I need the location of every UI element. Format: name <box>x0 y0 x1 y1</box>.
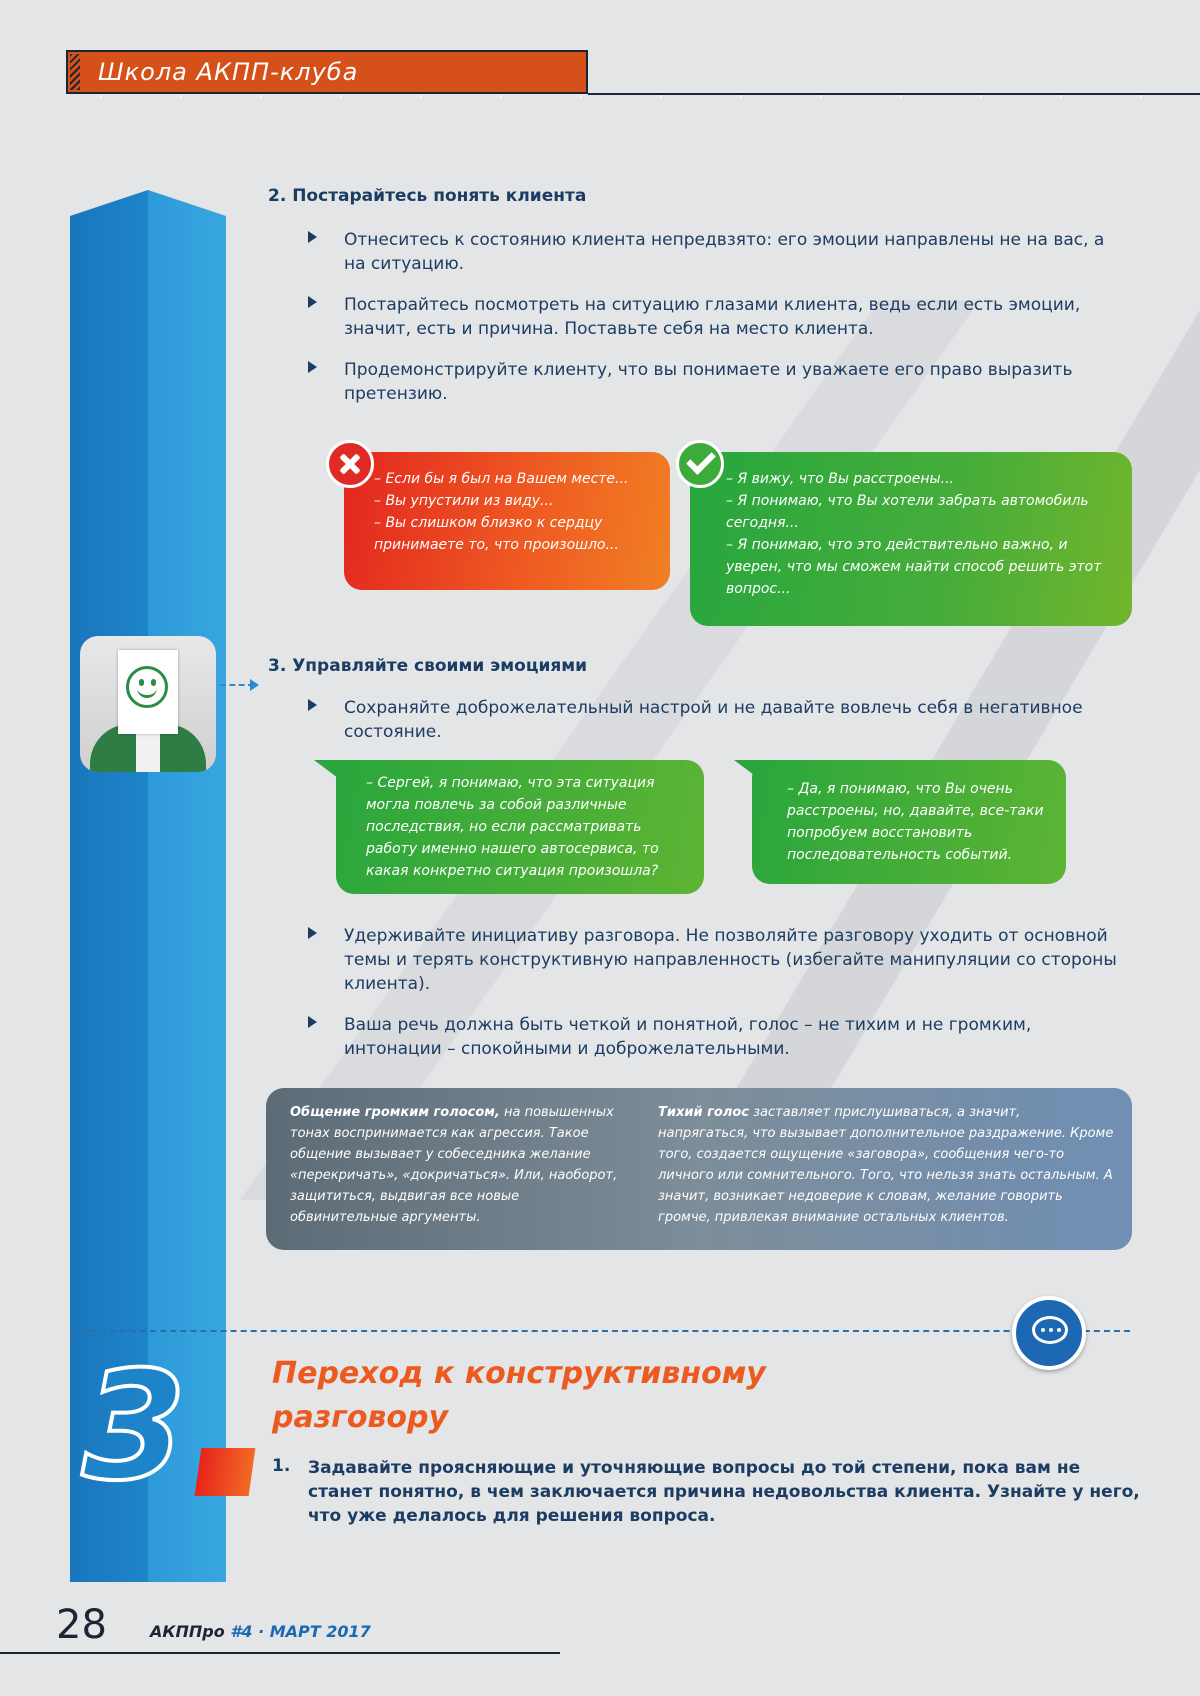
dashed-divider <box>70 1330 1130 1332</box>
numbered-item <box>272 1456 1142 1528</box>
ribbon-notch <box>70 190 226 216</box>
good-phrases-bubble <box>690 452 1132 626</box>
quiet-voice-term: Тихий голос <box>658 1105 749 1120</box>
part-title: Переход к конструктивному разговору <box>272 1356 766 1435</box>
good-phrase: – Я понимаю, что Вы хотели забрать автомобиль сегодня... <box>726 493 1089 531</box>
publication-label <box>150 1622 371 1641</box>
header-ticks <box>100 95 1160 98</box>
chat-cloud <box>1032 1316 1068 1344</box>
section-header-bar <box>66 50 588 94</box>
list-item <box>308 293 1128 341</box>
triangle-bullet-icon <box>308 699 317 711</box>
triangle-bullet-icon <box>308 1016 317 1028</box>
quote-bubble <box>752 760 1066 884</box>
cross-icon <box>326 440 374 488</box>
good-phrase: – Я вижу, что Вы расстроены... <box>726 471 954 487</box>
checkmark-icon <box>676 440 724 488</box>
triangle-bullet-icon <box>308 296 317 308</box>
list-item-text: Ваша речь должна быть четкой и понятной, голос – не тихим и не громким, интонации – спокойными и доброжелательными. <box>344 1015 1032 1059</box>
item-text: Задавайте проясняющие и уточняющие вопросы до той степени, пока вам не станет понятно, в чем заключается причина недовольства клиента. Узнайте у него, что уже делалось для решения вопроса. <box>308 1458 1140 1526</box>
bad-phrase: – Вы упустили из виду... <box>374 493 554 509</box>
quiet-voice-text: заставляет прислушиваться, а значит, напрягаться, что вызывает дополнительное раздражение. Кроме того, создается ощущение «заговора», сообщения чего-то личного или сомнительного. Того, что нельзя знать остальным. А значит, возникает недоверие к словам, желание говорить громче, привлекая внимание остальных клиентов. <box>658 1105 1114 1225</box>
publication-name: АКППро <box>150 1622 225 1641</box>
part-number: 3 <box>82 1340 187 1514</box>
quote-text: – Сергей, я понимаю, что эта ситуация могла повлечь за собой различные последствия, но если рассматривать работу именно нашего автосервиса, то какая конкретно ситуация произошла? <box>366 775 659 879</box>
issue-label: #4 · МАРТ 2017 <box>230 1622 371 1641</box>
chat-dots <box>1041 1328 1045 1332</box>
voice-info-box <box>266 1088 1132 1250</box>
triangle-bullet-icon <box>308 927 317 939</box>
dashed-arrow-line <box>220 684 254 686</box>
list-item-text: Удерживайте инициативу разговора. Не позволяйте разговору уходить от основной темы и терять конструктивную направленность (избегайте манипуляции со стороны клиента). <box>344 926 1117 994</box>
loud-voice-term: Общение громким голосом, <box>290 1105 500 1120</box>
triangle-bullet-icon <box>308 231 317 243</box>
list-item <box>308 228 1128 276</box>
loud-voice-text: на повышенных тонах воспринимается как агрессия. Такое общение вызывает у собеседника желание «перекричать», «докричаться». Или, наоборот, защититься, выдвигая все новые обвинительные аргументы. <box>290 1105 618 1225</box>
header-stripes <box>70 54 80 90</box>
arrow-head-icon <box>250 679 259 691</box>
section-2-heading: 2. Постарайтесь понять клиента <box>268 186 587 206</box>
list-item <box>308 924 1128 996</box>
bad-phrases-bubble <box>344 452 670 590</box>
list-item-text: Продемонстрируйте клиенту, что вы понимаете и уважаете его право выразить претензию. <box>344 360 1073 404</box>
part-number-accent <box>195 1448 256 1496</box>
list-item <box>308 1013 1128 1061</box>
shirt-shape <box>136 732 160 772</box>
loud-voice-column <box>290 1102 630 1228</box>
triangle-bullet-icon <box>308 361 317 373</box>
smiley-mouth <box>137 683 157 698</box>
list-item-text: Сохраняйте доброжелательный настрой и не давайте вовлечь себя в негативное состояние. <box>344 698 1083 742</box>
list-item <box>308 696 1128 744</box>
section-header-title: Школа АКПП-клуба <box>98 58 359 86</box>
quote-text: – Да, я понимаю, что Вы очень расстроены, но, давайте, все-таки попробуем восстановить последовательность событий. <box>787 781 1044 863</box>
good-phrase: – Я понимаю, что это действительно важно, и уверен, что мы сможем найти способ решить этот вопрос... <box>726 537 1102 597</box>
bad-phrase: – Если бы я был на Вашем месте... <box>374 471 629 487</box>
bad-phrase: – Вы слишком близко к сердцу принимаете то, что произошло... <box>374 515 619 553</box>
footer-rule <box>0 1652 560 1654</box>
section-3-heading: 3. Управляйте своими эмоциями <box>268 656 588 676</box>
page-number: 28 <box>56 1602 107 1648</box>
chat-bubble-icon <box>1012 1296 1086 1370</box>
smiley-photo <box>80 636 216 772</box>
list-item <box>308 358 1128 406</box>
list-item-text: Постарайтесь посмотреть на ситуацию глазами клиента, ведь если есть эмоции, значит, есть и причина. Поставьте себя на место клиента. <box>344 295 1081 339</box>
quote-bubble <box>336 760 704 894</box>
quiet-voice-column <box>658 1102 1114 1228</box>
item-number: 1. <box>272 1456 291 1476</box>
list-item-text: Отнеситесь к состоянию клиента непредвзято: его эмоции направлены не на вас, а на ситуацию. <box>344 230 1105 274</box>
smiley-face-icon <box>126 666 168 708</box>
